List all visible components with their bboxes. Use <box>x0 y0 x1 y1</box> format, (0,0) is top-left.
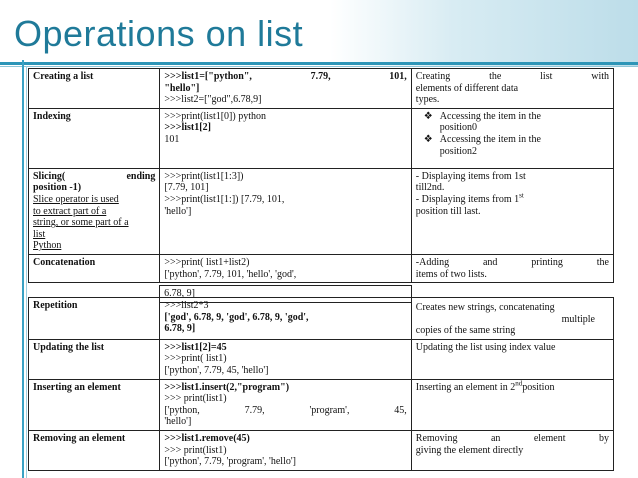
description-cell: ❖ Accessing the item in the position0 ❖ Accessing the item in the position2 <box>411 108 613 168</box>
code-cell: >>>print(list1[1:3]) [7.79, 101] >>>print(list1[1:]) [7.79, 101, 'hello'] <box>160 168 411 254</box>
operation-name: Repetition <box>29 298 160 340</box>
operation-name: Slicing( ending position -1) Slice operator is used to extract part of a string, or some part of a list Python <box>29 168 160 254</box>
description-cell: -Adding and printing the items of two lists. <box>411 254 613 282</box>
table-row <box>29 168 614 254</box>
header-gradient-band <box>330 0 638 66</box>
slide-title: Operations on list <box>14 13 304 54</box>
table-row <box>29 254 614 282</box>
diamond-bullet-icon: ❖ <box>423 110 433 122</box>
operation-name: Updating the list <box>29 339 160 379</box>
operation-name: Indexing <box>29 108 160 168</box>
code-cell: >>>list1.remove(45) >>> print(list1) ['python', 7.79, 'program', 'hello'] <box>160 430 411 470</box>
operation-name: Concatenation <box>29 254 160 282</box>
table-row <box>29 430 614 470</box>
code-cell: >>>list1[2]=45 >>>print( list1) ['python', 7.79, 45, 'hello'] <box>160 339 411 379</box>
code-cell: >>>list1.insert(2,"program") >>> print(list1) ['python, 7.79, 'program', 45, 'hello'] <box>160 379 411 430</box>
description-cell: Updating the list using index value <box>411 339 613 379</box>
header-rule <box>0 62 638 65</box>
operation-name: Creating a list <box>29 69 160 109</box>
code-cell: >>>print( list1+list2) ['python', 7.79, 101, 'hello', 'god', <box>160 254 411 282</box>
table-row <box>29 298 614 340</box>
left-accent-line-thin <box>26 66 27 478</box>
table-row <box>29 69 614 109</box>
left-accent-line <box>22 60 24 478</box>
operations-table-bottom <box>28 297 614 471</box>
diamond-bullet-icon: ❖ <box>423 133 433 145</box>
code-continuation: 6.78, 9] <box>160 286 412 303</box>
table-row <box>29 108 614 168</box>
code-cell: >>>list1=["python", 7.79, 101, "hello"] >>>list2=["god",6.78,9] <box>160 69 411 109</box>
description-cell: - Displaying items from 1st till2nd. - Displaying items from 1st position till last. <box>411 168 613 254</box>
operation-name: Inserting an element <box>29 379 160 430</box>
description-cell: Removing an element by giving the element directly <box>411 430 613 470</box>
table-row <box>29 339 614 379</box>
operation-name: Removing an element <box>29 430 160 470</box>
description-cell: Inserting an element in 2ndposition <box>411 379 613 430</box>
table-row <box>29 379 614 430</box>
description-cell: Creates new strings, concatenating multiple copies of the same string <box>411 298 613 340</box>
operations-table-top <box>28 68 614 283</box>
header-rule-thin <box>0 66 638 67</box>
description-cell: Creating the list with elements of different data types. <box>411 69 613 109</box>
code-cell: >>>list2*3 ['god', 6.78, 9, 'god', 6.78, 9, 'god', 6.78, 9] <box>160 298 411 340</box>
code-cell: >>>print(list1[0]) python >>>list1[2] 101 <box>160 108 411 168</box>
